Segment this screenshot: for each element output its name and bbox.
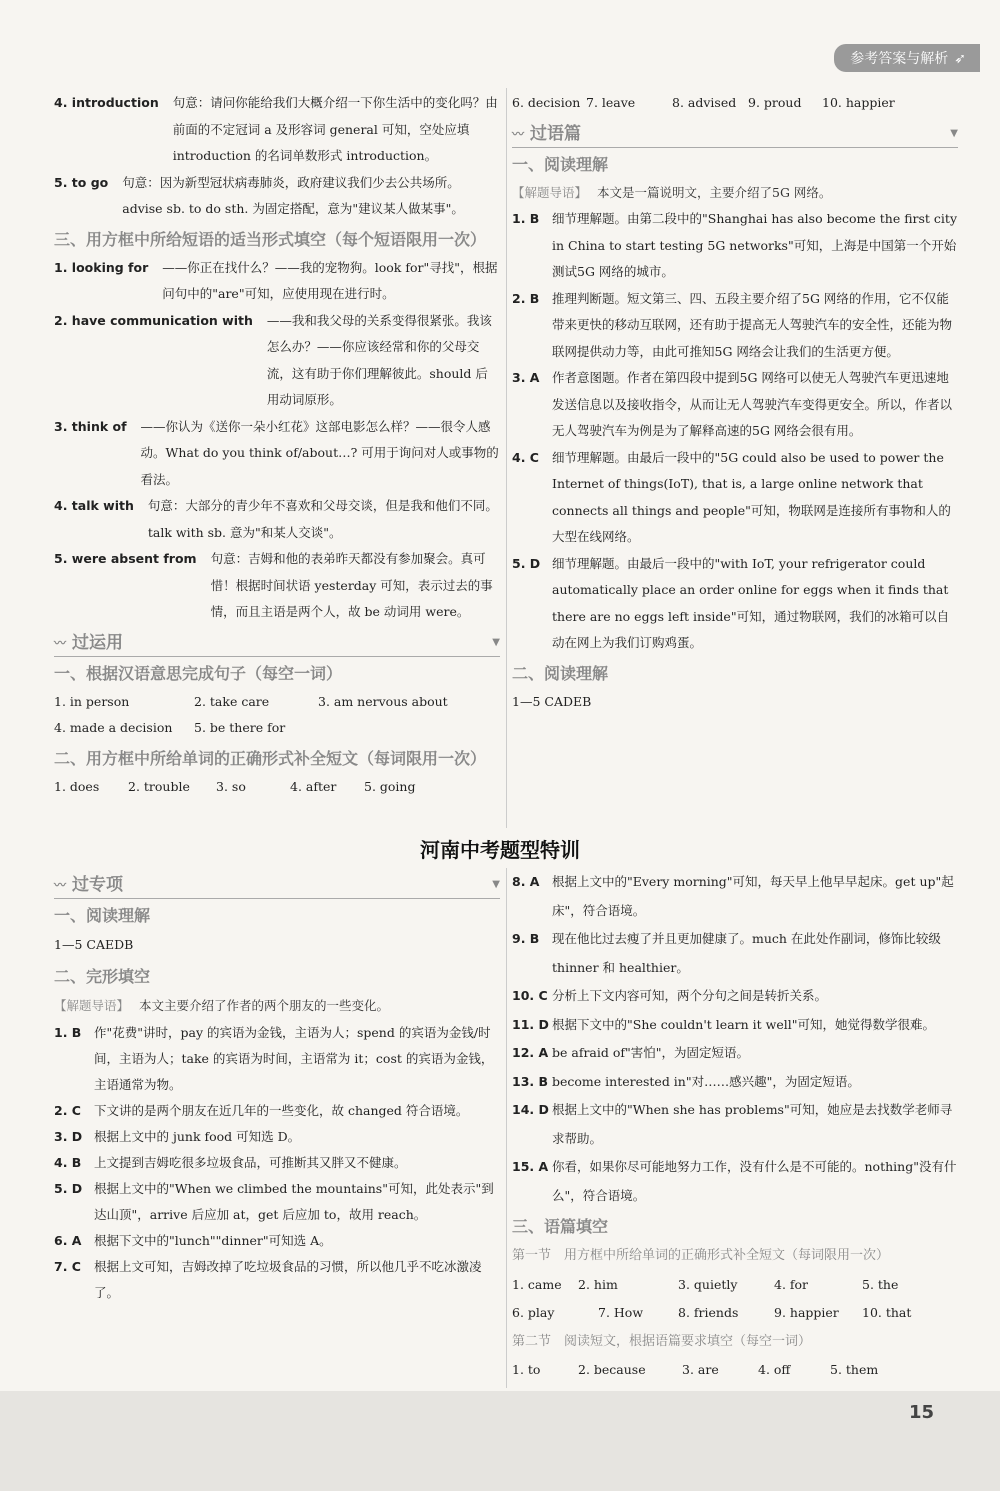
guide-text	[54, 992, 500, 1021]
guide-content: 本文主要介绍了作者的两个朋友的一些变化。	[139, 997, 390, 1013]
answer-number: 5. were absent from	[54, 551, 197, 566]
answer: 3. quietly	[678, 1276, 738, 1292]
band-heading	[54, 630, 500, 657]
answer-item	[54, 1124, 500, 1150]
answer-text: 根据上文中的 junk food 可知选 D。	[94, 1129, 301, 1144]
answer-item	[54, 1020, 500, 1098]
guide-content: 本文是一篇说明文，主要介绍了5G 网络。	[597, 184, 832, 200]
answer: 1—5 CADEB	[512, 693, 592, 709]
answer-row	[512, 1299, 958, 1328]
answer-item	[54, 90, 500, 170]
answer-number: 1. looking for	[54, 259, 149, 275]
guide-label: 【解题导语】	[512, 184, 588, 200]
answer-text: 作"花费"讲时，pay 的宾语为金钱，主语为人；spend 的宾语为金钱/时间，主语为人；take 的宾语为时间，主语常为 it；cost 的宾语为金钱，主语通常为物。	[94, 1025, 494, 1092]
answer-item	[54, 414, 500, 494]
answer-item	[512, 551, 958, 657]
answer: 4. off	[758, 1362, 791, 1377]
answer: 4. after	[290, 778, 337, 794]
answer-text: 你看，如果你尽可能地努力工作，没有什么是不可能的。nothing"没有什么"，符合语境。	[552, 1159, 957, 1203]
answer: 9. happier	[774, 1305, 839, 1320]
answer-text: ——你认为《送你一朵小红花》这部电影怎么样？——很令人感动。What do you think of/about…? 可用于询问对人或事物的看法。	[140, 418, 499, 487]
answer: 10. happier	[822, 95, 895, 110]
rocket-icon: ➶	[954, 51, 966, 67]
wave-icon: 〰	[512, 126, 523, 141]
answer-item	[512, 1153, 958, 1210]
column-divider-lower	[506, 868, 507, 1388]
answer: 7. leave	[586, 95, 636, 110]
answer-item	[54, 1254, 500, 1306]
answer-text: 作者意图题。作者在第四段中提到5G 网络可以使无人驾驶汽车更迅速地发送信息以及接收指令，从而让无人驾驶汽车变得更安全。所以，作者以无人驾驶汽车为例是为了解释高速的5G 网络会很有用。	[552, 370, 953, 438]
answer-item	[512, 1096, 958, 1153]
answer: 5. be there for	[194, 720, 286, 735]
answer-row	[512, 90, 958, 117]
right-column-top	[512, 90, 958, 715]
answer: 2. because	[578, 1362, 646, 1377]
arrow-icon: ▼	[492, 879, 500, 890]
answer-number: 2. C	[54, 1103, 81, 1118]
answer-text: 推理判断题。短文第三、四、五段主要介绍了5G 网络的作用，它不仅能带来更快的移动互联网，还有助于提高无人驾驶汽车的安全性，还能为物联网提供动力等，由此可推知5G 网络会让我们的生活更方便。	[552, 290, 953, 359]
left-column-top	[54, 90, 500, 800]
answer: 3. so	[216, 778, 246, 794]
answer-text: 细节理解题。由第二段中的"Shanghai has also become the first city in China to start testing 5G networks"可知，上海是中国第一个开始测试5G 网络的城市。	[552, 211, 957, 279]
band-title: 过专项	[72, 875, 124, 895]
answer-number: 12. A	[512, 1045, 549, 1060]
answer-text: be afraid of"害怕"，为固定短语。	[552, 1045, 750, 1060]
answer-number: 13. B	[512, 1073, 549, 1089]
answer-number: 1. B	[54, 1025, 82, 1040]
answer-number: 4. C	[512, 449, 539, 465]
page-number: 15	[908, 1402, 934, 1423]
answer: 1. in person	[54, 693, 130, 709]
answer-number: 1. B	[512, 211, 540, 226]
answer-text: 句意：因为新型冠状病毒肺炎，政府建议我们少去公共场所。advise sb. to do sth. 为固定搭配，意为"建议某人做某事"。	[122, 174, 464, 216]
section-title: 二、用方框中所给单词的正确形式补全短文（每词限用一次）	[54, 748, 487, 768]
answer-number: 3. think of	[54, 418, 127, 434]
answer-text: 根据下文中的"She couldn't learn it well"可知，她觉得数学很难。	[552, 1016, 935, 1032]
answer-text: ——你正在找什么？——我的宠物狗。look for"寻找"，根据问句中的"are"可知，应使用现在进行时。	[162, 259, 498, 301]
section-title: 二、阅读理解	[512, 663, 609, 683]
answer-number: 7. C	[54, 1259, 81, 1274]
answer-number: 4. talk with	[54, 498, 134, 513]
answer-item	[54, 1176, 500, 1228]
answer-text: 下文讲的是两个朋友在近几年的一些变化，故 changed 符合语境。	[94, 1103, 469, 1118]
answer-text: become interested in"对……感兴趣"，为固定短语。	[552, 1073, 860, 1089]
answer-item	[512, 982, 958, 1011]
answer-item	[54, 308, 500, 414]
answer: 5. going	[364, 778, 416, 794]
answer-text: 根据上文中的"When we climbed the mountains"可知，此处表示"到达山顶"，arrive 后应加 at，get 后应加 to，故用 reach。	[94, 1181, 494, 1222]
answer: 1. came	[512, 1276, 562, 1292]
answer-number: 11. D	[512, 1016, 549, 1032]
answer: 10. that	[862, 1305, 912, 1320]
answer-number: 5. D	[54, 1181, 83, 1196]
answer-row	[54, 715, 500, 742]
answer: 8. friends	[678, 1305, 739, 1320]
subsection-title: 第一节 用方框中所给单词的正确形式补全短文（每词限用一次）	[512, 1248, 890, 1263]
column-divider	[506, 88, 507, 828]
header-tab	[834, 44, 980, 72]
answer-item	[54, 493, 500, 546]
guide-label: 【解题导语】	[54, 997, 130, 1013]
answer-number: 8. A	[512, 874, 540, 889]
answer: 5. the	[862, 1276, 899, 1292]
answer: 8. advised	[672, 95, 737, 110]
answer-item	[512, 286, 958, 366]
left-column-bottom	[54, 868, 500, 1306]
answer-row	[512, 1356, 958, 1385]
answer-text: 分析上下文内容可知，两个分句之间是转折关系。	[552, 988, 828, 1003]
answer-text: 根据上文中的"Every morning"可知，每天早上他早早起床。get up"起床"，符合语境。	[552, 874, 954, 918]
answer-text: 现在他比过去瘦了并且更加健康了。much 在此处作副词，修饰比较级 thinner 和 healthier。	[552, 931, 941, 975]
wave-icon: 〰	[54, 878, 65, 892]
answer: 2. take care	[194, 693, 270, 709]
answer-text: 句意：吉姆和他的表弟昨天都没有参加聚会。真可惜！根据时间状语 yesterday 可知，表示过去的事情，而且主语是两个人，故 be 动词用 were。	[210, 551, 493, 619]
answer-number: 4. B	[54, 1155, 82, 1170]
answer: 1. to	[512, 1362, 541, 1377]
answer-number: 14. D	[512, 1102, 549, 1117]
header-label: 参考答案与解析	[850, 51, 949, 67]
answer-row	[54, 689, 500, 716]
center-title: 河南中考题型特训	[420, 838, 580, 862]
answer-item	[512, 868, 958, 925]
wave-icon: 〰	[54, 635, 65, 650]
answer-number: 2. B	[512, 290, 540, 306]
answer: 9. proud	[748, 95, 802, 110]
answer-item	[512, 1011, 958, 1040]
answer: 1. does	[54, 778, 100, 794]
answer-item	[512, 445, 958, 551]
band-title: 过运用	[72, 632, 124, 653]
answer-text: ——我和我父母的关系变得很紧张。我该怎么办？——你应该经常和你的父母交流，这有助于你们理解彼此。should 后用动词原形。	[266, 312, 492, 407]
answer-text: 细节理解题。由最后一段中的"with IoT, your refrigerator could automatically place an order online for eggs when it finds that there are no eggs left inside"可知，通过物联网，我们的冰箱可以自动在网上为我们订购鸡蛋。	[552, 555, 950, 650]
answer-number: 2. have communication with	[54, 312, 253, 328]
answer: 3. are	[682, 1362, 719, 1377]
answer-item	[512, 1039, 958, 1068]
answer-number: 9. B	[512, 931, 540, 946]
answer-number: 3. D	[54, 1129, 83, 1144]
answer-item	[54, 1228, 500, 1254]
answer-item	[54, 1150, 500, 1176]
answer-item	[512, 1068, 958, 1097]
answer-number: 3. A	[512, 370, 540, 385]
answer-text: 句意：大部分的青少年不喜欢和父母交谈，但是我和他们不同。talk with sb. 意为"和某人交谈"。	[147, 498, 498, 540]
guide-text	[512, 180, 958, 207]
answer-item	[512, 365, 958, 445]
band-heading	[512, 121, 958, 148]
answer-row	[54, 774, 500, 801]
answer-number: 10. C	[512, 988, 548, 1003]
arrow-icon: ▼	[492, 636, 500, 648]
page-footer	[0, 1391, 1000, 1491]
answer: 4. made a decision	[54, 720, 173, 735]
answer-text: 根据上文可知，吉姆改掉了吃垃圾食品的习惯，所以他几乎不吃冰激凌了。	[94, 1259, 482, 1300]
answer-number: 5. to go	[54, 174, 109, 190]
answer-text: 根据上文中的"When she has problems"可知，她应是去找数学老师寻求帮助。	[552, 1102, 953, 1146]
section-title: 三、用方框中所给短语的适当形式填空（每个短语限用一次）	[54, 229, 487, 249]
section-title: 二、完形填空	[54, 966, 151, 986]
answer-item	[54, 170, 500, 223]
answer: 6. decision	[512, 95, 581, 110]
section-title: 三、语篇填空	[512, 1217, 609, 1236]
answer-text: 上文提到吉姆吃很多垃圾食品，可推断其又胖又不健康。	[94, 1155, 407, 1170]
section-title: 一、阅读理解	[512, 154, 609, 174]
answer-item	[54, 1098, 500, 1124]
answer-number: 6. A	[54, 1233, 82, 1248]
band-heading	[54, 872, 500, 899]
section-title: 一、根据汉语意思完成句子（每空一词）	[54, 663, 343, 683]
answer: 3. am nervous about	[318, 693, 448, 709]
answer: 1—5 CAEDB	[54, 937, 134, 952]
answer: 2. trouble	[128, 778, 190, 794]
answer-number: 4. introduction	[54, 95, 159, 110]
band-title: 过语篇	[530, 123, 582, 144]
answer: 2. him	[578, 1276, 618, 1292]
answer: 4. for	[774, 1276, 809, 1292]
answer-text: 句意：请问你能给我们大概介绍一下你生活中的变化吗？由前面的不定冠词 a 及形容词 general 可知，空处应填 introduction 的名词单数形式 introduction。	[172, 95, 498, 163]
answer-text: 根据下文中的"lunch""dinner"可知选 A。	[94, 1233, 332, 1248]
answer-item	[512, 925, 958, 982]
answer-number: 15. A	[512, 1159, 549, 1174]
answer: 6. play	[512, 1305, 555, 1320]
answer-number: 5. D	[512, 555, 541, 571]
answer: 5. them	[830, 1362, 879, 1377]
subsection-title: 第二节 阅读短文，根据语篇要求填空（每空一词）	[512, 1333, 812, 1349]
answer-item	[512, 206, 958, 286]
answer: 7. How	[598, 1305, 644, 1320]
arrow-icon: ▼	[950, 127, 958, 139]
section-title: 一、阅读理解	[54, 906, 151, 925]
answer-row	[512, 1271, 958, 1300]
answer-item	[54, 255, 500, 308]
answer-item	[54, 546, 500, 626]
answer-text: 细节理解题。由最后一段中的"5G could also be used to power the Internet of things(IoT), that is, a large online network that connects all things and people"可知，物联网是连接所有事物和人的大型在线网络。	[552, 449, 951, 544]
right-column-bottom	[512, 868, 958, 1385]
